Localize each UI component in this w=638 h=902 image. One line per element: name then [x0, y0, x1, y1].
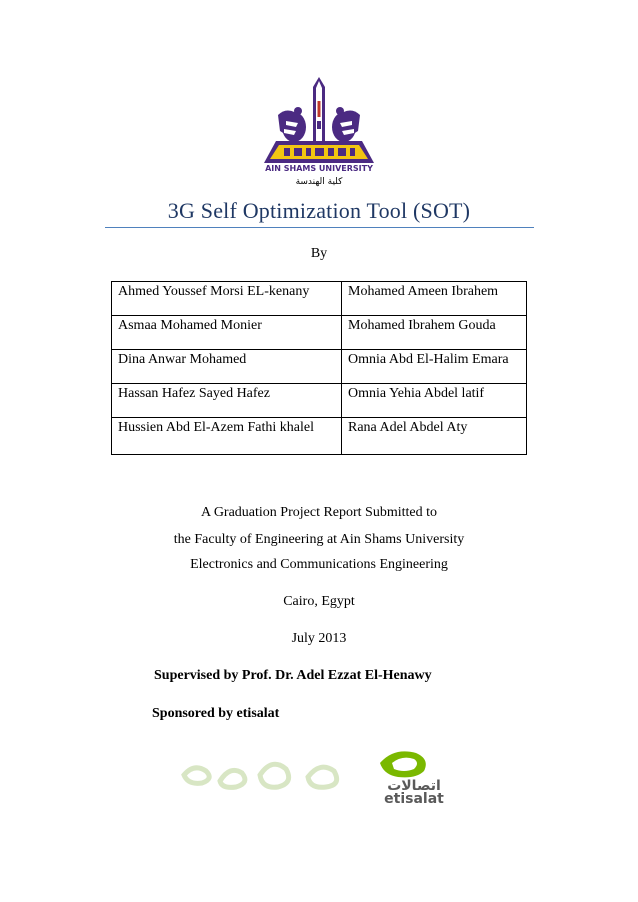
author-cell: Omnia Abd El-Halim Emara	[342, 350, 527, 384]
ain-shams-university-logo	[258, 75, 380, 187]
author-cell: Rana Adel Abdel Aty	[342, 418, 527, 455]
table-row	[112, 418, 527, 455]
author-cell: Asmaa Mohamed Monier	[112, 316, 342, 350]
author-cell: Hussien Abd El-Azem Fathi khalel	[112, 418, 342, 455]
submission-line-1: A Graduation Project Report Submitted to	[200, 505, 438, 520]
etisalat-swoosh-icon	[380, 751, 426, 777]
authors-table	[111, 281, 527, 455]
title-underline	[105, 227, 534, 228]
table-row	[112, 282, 527, 316]
author-cell: Ahmed Youssef Morsi EL-kenany	[112, 282, 342, 316]
submission-line-2: the Faculty of Engineering at Ain Shams University	[173, 532, 465, 547]
faded-swoosh-shapes	[184, 764, 337, 787]
location-text: Cairo, Egypt	[283, 594, 355, 609]
etisalat-logo	[180, 745, 460, 805]
author-cell: Dina Anwar Mohamed	[112, 350, 342, 384]
table-row	[112, 384, 527, 418]
by-label: By	[310, 246, 328, 261]
submission-line-3: Electronics and Communications Engineering	[190, 557, 448, 572]
etisalat-arabic-text: اتصالات	[387, 778, 441, 794]
author-cell: Mohamed Ibrahem Gouda	[342, 316, 527, 350]
university-banner-text: AIN SHAMS UNIVERSITY	[265, 164, 373, 173]
author-cell: Omnia Yehia Abdel latif	[342, 384, 527, 418]
author-cell: Hassan Hafez Sayed Hafez	[112, 384, 342, 418]
date-text: July 2013	[291, 631, 347, 646]
table-row	[112, 316, 527, 350]
author-cell: Mohamed Ameen Ibrahem	[342, 282, 527, 316]
table-row	[112, 350, 527, 384]
sponsor-text: Sponsored by etisalat	[152, 706, 280, 721]
etisalat-latin-text: etisalat	[384, 791, 444, 805]
faculty-arabic-text: كلية الهندسة	[295, 177, 343, 187]
document-title: 3G Self Optimization Tool (SOT)	[167, 198, 471, 223]
supervisor-text: Supervised by Prof. Dr. Adel Ezzat El-Henawy	[154, 668, 432, 683]
